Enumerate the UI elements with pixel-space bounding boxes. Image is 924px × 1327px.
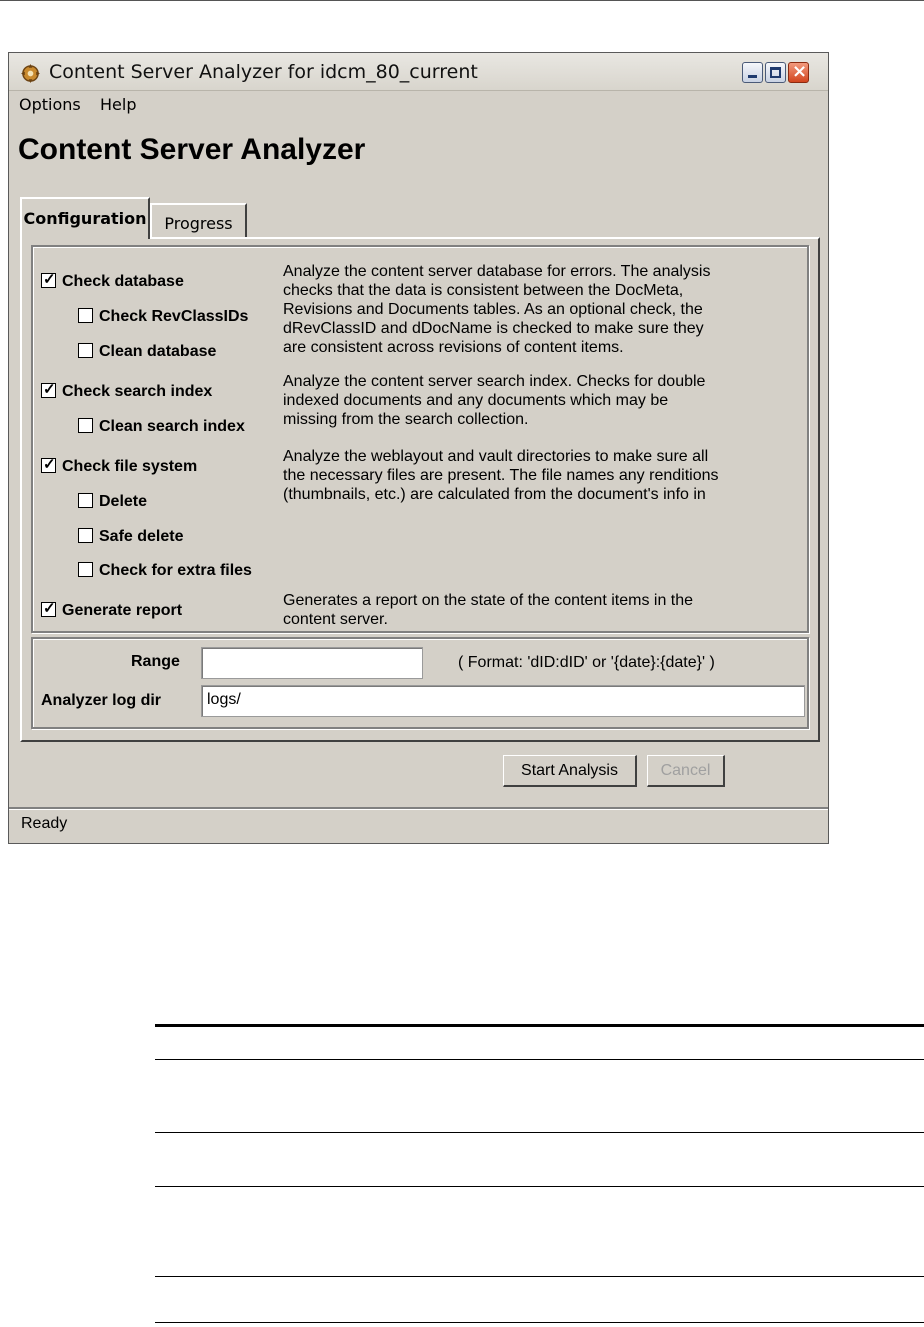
check-database-option[interactable] [41,273,184,295]
search-index-description [283,372,803,429]
table-row-rule [155,1322,924,1323]
checkmark-icon: ✓ [43,271,56,288]
log-dir-input[interactable]: logs/ [201,685,805,717]
delete-checkbox[interactable] [78,493,93,508]
clean-database-option[interactable] [78,343,216,365]
desc-line: dRevClassID and dDocName is checked to make sure they [283,320,704,337]
check-extra-files-label: Check for extra files [99,562,252,579]
app-gear-icon [21,64,40,83]
desc-line: Generates a report on the state of the content items in the [283,592,694,609]
file-system-description [283,447,803,504]
check-extra-files-option[interactable] [78,562,252,584]
desc-line: content server. [283,611,388,628]
clean-database-label: Clean database [99,343,217,360]
analyzer-window [8,52,829,844]
configuration-panel [20,237,820,742]
close-button[interactable] [788,62,809,83]
clean-search-index-option[interactable] [78,418,245,440]
minimize-button[interactable] [742,62,763,83]
check-search-index-label: Check search index [62,383,213,400]
desc-line: indexed documents and any documents which may be [283,392,669,409]
desc-line: are consistent across revisions of content items. [283,339,624,356]
maximize-button[interactable] [765,62,786,83]
range-and-log-group [31,637,809,729]
menu-options[interactable]: Options [19,95,81,114]
safe-delete-checkbox[interactable] [78,528,93,543]
page-title: Content Server Analyzer [18,133,366,166]
delete-label: Delete [99,493,148,510]
checkmark-icon: ✓ [43,456,56,473]
generate-report-checkbox[interactable] [41,602,56,617]
table-row-rule [155,1276,924,1277]
table-top-rule [155,1024,924,1027]
desc-line: Analyze the content server database for errors. The analysis [283,263,711,280]
clean-search-index-label: Clean search index [99,418,245,435]
range-format-hint: ( Format: 'dID:dID' or '{date}:{date}' ) [458,654,715,671]
check-search-index-option[interactable] [41,383,212,405]
analysis-options-group [31,245,809,633]
range-input[interactable] [201,647,423,679]
report-description [283,591,803,629]
log-dir-label: Analyzer log dir [41,692,162,709]
minimize-icon [748,75,757,78]
table-row-rule [155,1186,924,1187]
check-search-index-checkbox[interactable] [41,383,56,398]
check-revclassids-option[interactable] [78,308,248,330]
delete-option[interactable] [78,493,147,515]
status-bar [9,807,828,843]
check-file-system-checkbox[interactable] [41,458,56,473]
check-file-system-option[interactable] [41,458,197,480]
database-description [283,262,803,357]
check-file-system-label: Check file system [62,458,198,475]
desc-line: Revisions and Documents tables. As an optional check, the [283,301,703,318]
generate-report-option[interactable] [41,602,182,624]
desc-line: Analyze the content server search index. Checks for double [283,373,706,390]
table-row-rule [155,1132,924,1133]
check-database-label: Check database [62,273,184,290]
table-header-rule [155,1059,924,1060]
check-database-checkbox[interactable] [41,273,56,288]
tab-configuration[interactable]: Configuration [20,197,150,239]
title-bar[interactable] [9,53,828,91]
close-icon: × [792,61,808,82]
check-revclassids-label: Check RevClassIDs [99,308,249,325]
clean-database-checkbox[interactable] [78,343,93,358]
generate-report-label: Generate report [62,602,183,619]
desc-line: the necessary files are present. The file names any renditions [283,467,719,484]
clean-search-index-checkbox[interactable] [78,418,93,433]
safe-delete-label: Safe delete [99,528,184,545]
cancel-button[interactable]: Cancel [647,755,725,787]
start-analysis-button[interactable]: Start Analysis [503,755,637,787]
menu-bar [9,91,828,119]
maximize-icon [770,67,781,78]
desc-line: Analyze the weblayout and vault directories to make sure all [283,448,709,465]
checkmark-icon: ✓ [43,381,56,398]
tab-progress[interactable]: Progress [150,203,247,239]
safe-delete-option[interactable] [78,528,183,550]
status-text: Ready [21,815,68,832]
checkmark-icon: ✓ [43,600,56,617]
check-revclassids-checkbox[interactable] [78,308,93,323]
window-title: Content Server Analyzer for idcm_80_current [49,61,478,83]
page-top-rule [0,0,924,1]
desc-line: (thumbnails, etc.) are calculated from the document's info in [283,486,706,503]
check-extra-files-checkbox[interactable] [78,562,93,577]
desc-line: missing from the search collection. [283,411,529,428]
menu-help[interactable]: Help [100,95,137,114]
range-label: Range [131,653,180,670]
desc-line: checks that the data is consistent between the DocMeta, [283,282,684,299]
